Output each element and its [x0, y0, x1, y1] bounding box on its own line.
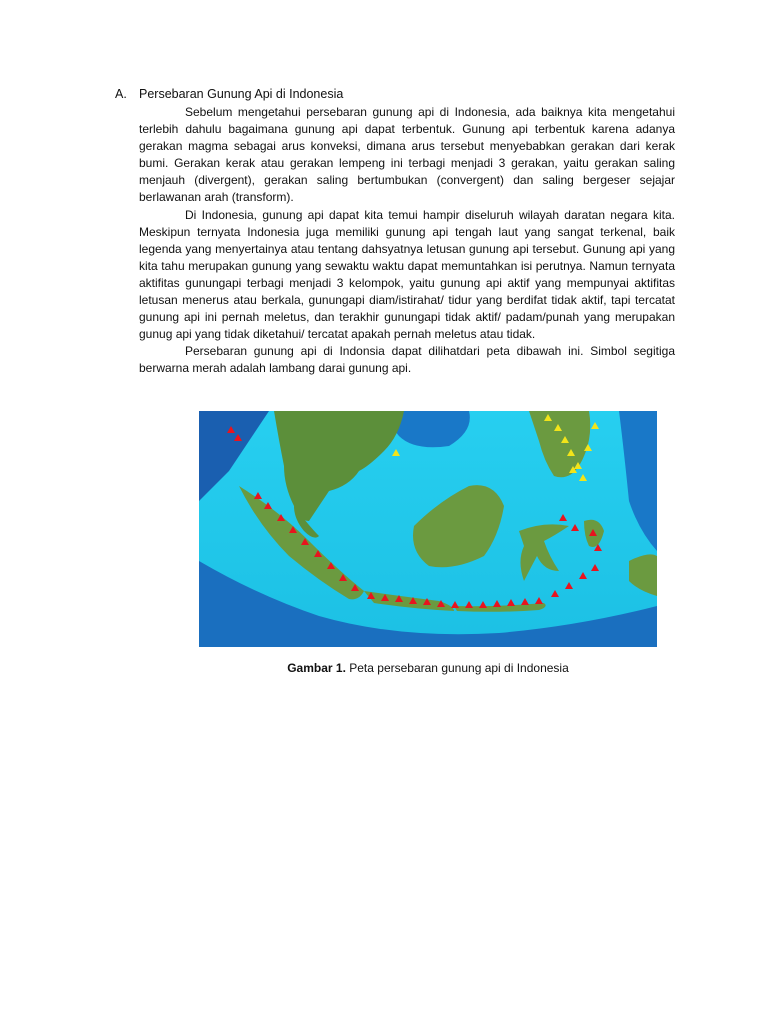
- section-marker: A.: [115, 87, 127, 101]
- section-heading: [115, 87, 343, 101]
- body-text: [139, 104, 675, 378]
- paragraph-1: Sebelum mengetahui persebaran gunung api di Indonesia, ada baiknya kita mengetahui terlebih dahulu bagaimana gunung api dapat terbentuk. Gunung api terbentuk karena adanya gerakan magma sebagai arus konveksi, dimana arus tersebut menyebabkan gerakan dari kerak bumi. Gerakan kerak atau gerakan lempeng ini terbagi menjadi 3 gerakan, yaitu gerakan saling menjauh (divergent), gerakan saling bertumbukan (convergent) dan saling bergeser sejajar berlawanan arah (transform).: [139, 105, 675, 205]
- section-title: Persebaran Gunung Api di Indonesia: [139, 87, 344, 101]
- map-illustration: [199, 411, 657, 647]
- figure-caption: [199, 661, 657, 675]
- paragraph-3: Persebaran gunung api di Indonsia dapat dilihatdari peta dibawah ini. Simbol segitiga berwarna merah adalah lambang darai gunung api.: [139, 344, 675, 376]
- caption-text: Peta persebaran gunung api di Indonesia: [345, 661, 569, 675]
- paragraph-2: Di Indonesia, gunung api dapat kita temui hampir diseluruh wilayah daratan negara kita. Meskipun ternyata Indonesia juga memiliki gunung api tengah laut yang sangat terkenal, baik legenda yang menyertainya atau tentang dahsyatnya letusan gunung api tersebut. Gunung api yang kita tahu merupakan gunung yang sewaktu waktu dapat memuntahkan isi perutnya. Namun ternyata aktifitas gunungapi terbagi menjadi 3 kelompok, yaitu gunung api aktif yang mempunyai aktifitas letusan menerus atau berkala, gunungapi diam/istirahat/ tidur yang berdifat tidak aktif, tapi tercatat gunung api ini pernah meletus, dan terakhir gunungapi tidak aktif/ padam/punah yang merupakan gunug api yang tidak diketahui/ tercatat apakah pernah meletus atau tidak.: [139, 207, 675, 342]
- caption-label: Gambar 1.: [287, 661, 346, 675]
- volcano-distribution-map: [199, 411, 657, 647]
